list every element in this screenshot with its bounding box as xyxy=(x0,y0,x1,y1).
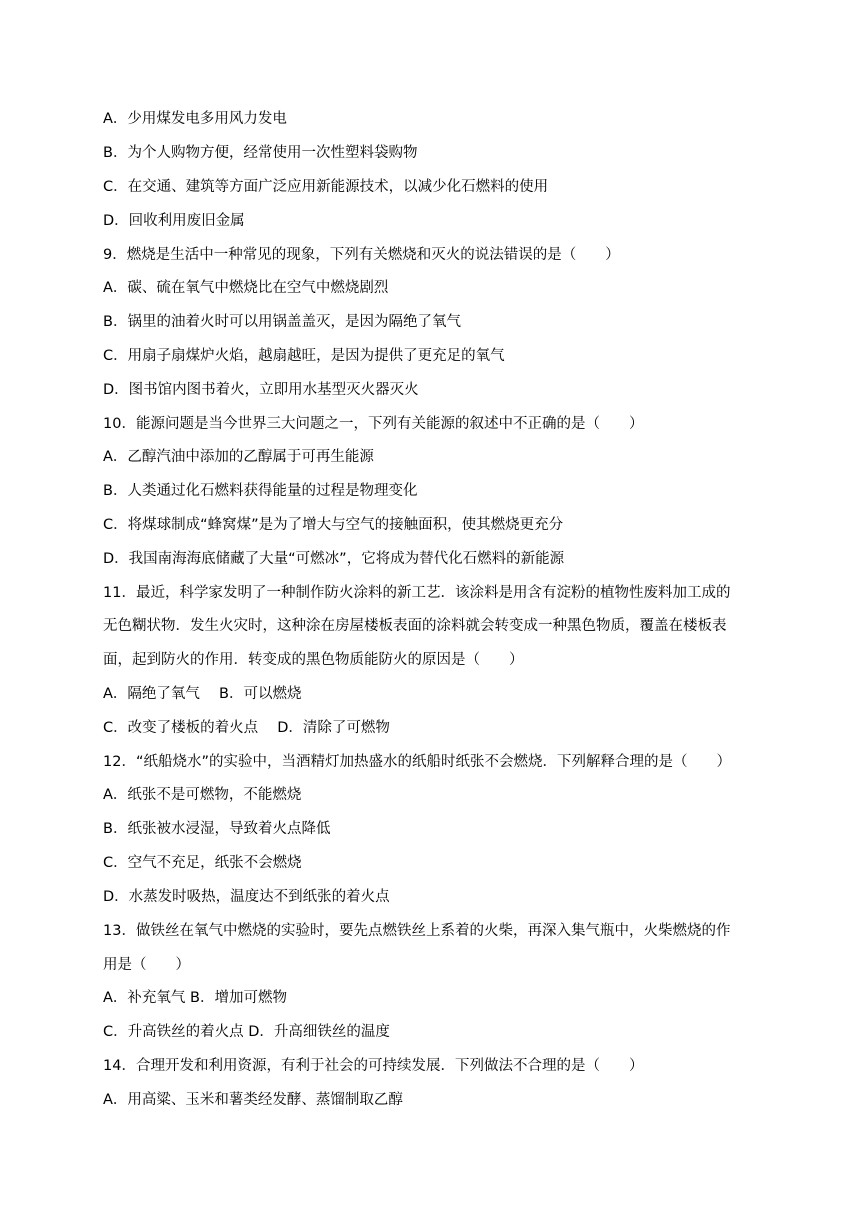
option-12a: A．纸张不是可燃物，不能燃烧 xyxy=(103,787,302,803)
option-9a: A．碳、硫在氧气中燃烧比在空气中燃烧剧烈 xyxy=(103,280,389,296)
question-11-line-3: 面，起到防火的作用．转变成的黑色物质能防火的原因是（ ） xyxy=(103,652,524,668)
option-8a: A．少用煤发电多用风力发电 xyxy=(103,111,287,127)
option-9b: B．锅里的油着火时可以用锅盖盖灭，是因为隔绝了氧气 xyxy=(103,314,461,330)
option-10d: D．我国南海海底储藏了大量“可燃冰”，它将成为替代化石燃料的新能源 xyxy=(103,551,565,567)
option-13ab: A．补充氧气 B．增加可燃物 xyxy=(103,990,287,1006)
question-11-line-2: 无色糊状物．发生火灾时，这种涂在房屋楼板表面的涂料就会转变成一种黑色物质，覆盖在楼板表 xyxy=(103,618,727,634)
question-14: 14．合理开发和利用资源，有利于社会的可持续发展．下列做法不合理的是（ ） xyxy=(103,1058,644,1074)
option-9d: D．图书馆内图书着火，立即用水基型灭火器灭火 xyxy=(103,382,419,398)
question-9: 9．燃烧是生活中一种常见的现象，下列有关燃烧和灭火的说法错误的是（ ） xyxy=(103,247,620,263)
option-12c: C．空气不充足，纸张不会燃烧 xyxy=(103,855,302,871)
question-12: 12．“纸船烧水”的实验中，当酒精灯加热盛水的纸船时纸张不会燃烧．下列解释合理的是（ ） xyxy=(103,754,731,770)
option-10a: A．乙醇汽油中添加的乙醇属于可再生能源 xyxy=(103,449,374,465)
option-8b: B．为个人购物方便，经常使用一次性塑料袋购物 xyxy=(103,145,418,161)
question-13-line-1: 13．做铁丝在氧气中燃烧的实验时，要先点燃铁丝上系着的火柴，再深入集气瓶中，火柴燃烧的作 xyxy=(103,923,731,939)
option-11cd: C．改变了楼板的着火点 D．清除了可燃物 xyxy=(103,720,390,736)
option-14a: A．用高粱、玉米和薯类经发酵、蒸馏制取乙醇 xyxy=(103,1092,403,1108)
option-9c: C．用扇子扇煤炉火焰，越扇越旺，是因为提供了更充足的氧气 xyxy=(103,348,505,364)
option-8d: D．回收利用废旧金属 xyxy=(103,213,245,229)
option-12b: B．纸张被水浸湿，导致着火点降低 xyxy=(103,821,331,837)
question-10: 10．能源问题是当今世界三大问题之一，下列有关能源的叙述中不正确的是（ ） xyxy=(103,416,644,432)
option-10b: B．人类通过化石燃料获得能量的过程是物理变化 xyxy=(103,483,418,499)
option-10c: C．将煤球制成“蜂窝煤”是为了增大与空气的接触面积，使其燃烧更充分 xyxy=(103,517,564,533)
option-8c: C．在交通、建筑等方面广泛应用新能源技术，以减少化石燃料的使用 xyxy=(103,179,549,195)
question-11-line-1: 11．最近，科学家发明了一种制作防火涂料的新工艺．该涂料是用含有淀粉的植物性废料加工成的 xyxy=(103,585,731,601)
option-11ab: A．隔绝了氧气 B．可以燃烧 xyxy=(103,686,302,702)
option-13cd: C．升高铁丝的着火点 D．升高细铁丝的温度 xyxy=(103,1024,390,1040)
question-13-line-2: 用是（ ） xyxy=(103,957,190,973)
option-12d: D．水蒸发时吸热，温度达不到纸张的着火点 xyxy=(103,889,390,905)
